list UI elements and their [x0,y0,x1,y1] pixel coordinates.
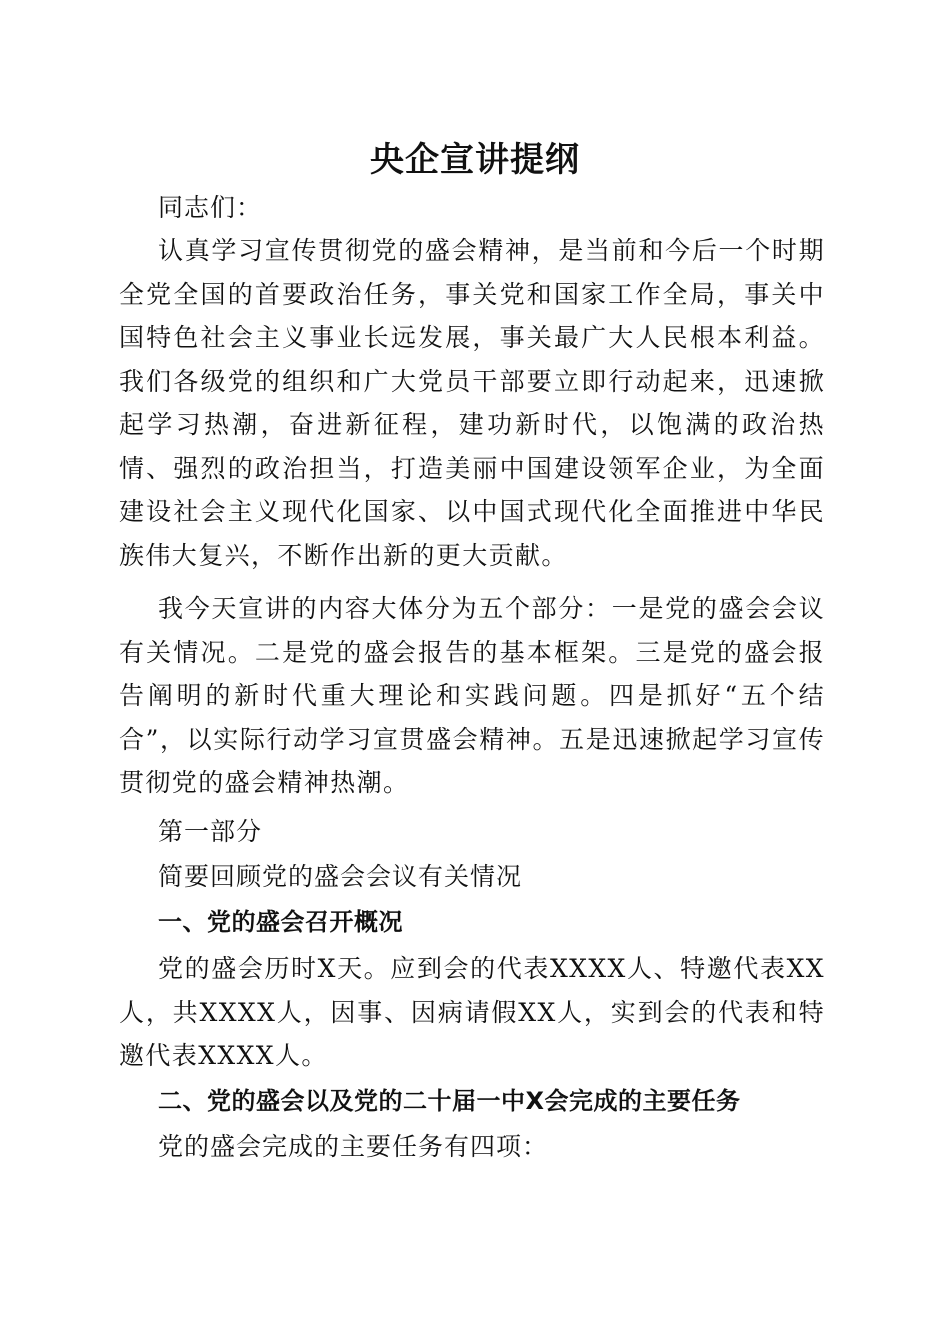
paragraph-outline: 我今天宣讲的内容大体分为五个部分：一是党的盛会会议有关情况。二是党的盛会报告的基本框架。三是党的盛会报告阐明的新时代重大理论和实践问题。四是抓好“五个结合”，以实际行动学习宣贯盛会精神。五是迅速掀起学习宣传贯彻党的盛会精神热潮。 [119,594,825,797]
paragraph-intro: 认真学习宣传贯彻党的盛会精神，是当前和今后一个时期全党全国的首要政治任务，事关党和国家工作全局，事关中国特色社会主义事业长远发展，事关最广大人民根本利益。我们各级党的组织和广大党员干部要立即行动起来，迅速掀起学习热潮，奋进新征程，建功新时代，以饱满的政治热情、强烈的政治担当，打造美丽中国建设领军企业，为全面建设社会主义现代化国家、以中国式现代化全面推进中华民族伟大复兴，不断作出新的更大贡献。 [119,236,825,570]
section-heading-2: 二、党的盛会以及党的二十届一中X会完成的主要任务 [158,1087,741,1115]
document-title: 央企宣讲提纲 [370,140,580,180]
paragraph-tasks-intro: 党的盛会完成的主要任务有四项： [158,1132,549,1161]
part-label: 第一部分 [158,817,263,846]
section-heading-1: 一、党的盛会召开概况 [158,908,403,936]
part-title: 简要回顾党的盛会会议有关情况 [158,862,523,891]
salutation: 同志们： [158,193,263,222]
paragraph-overview: 党的盛会历时X天。应到会的代表XXXX人、特邀代表XX人，共XXXX人，因事、因病请假XX人，实到会的代表和特邀代表XXXX人。 [119,954,825,1070]
